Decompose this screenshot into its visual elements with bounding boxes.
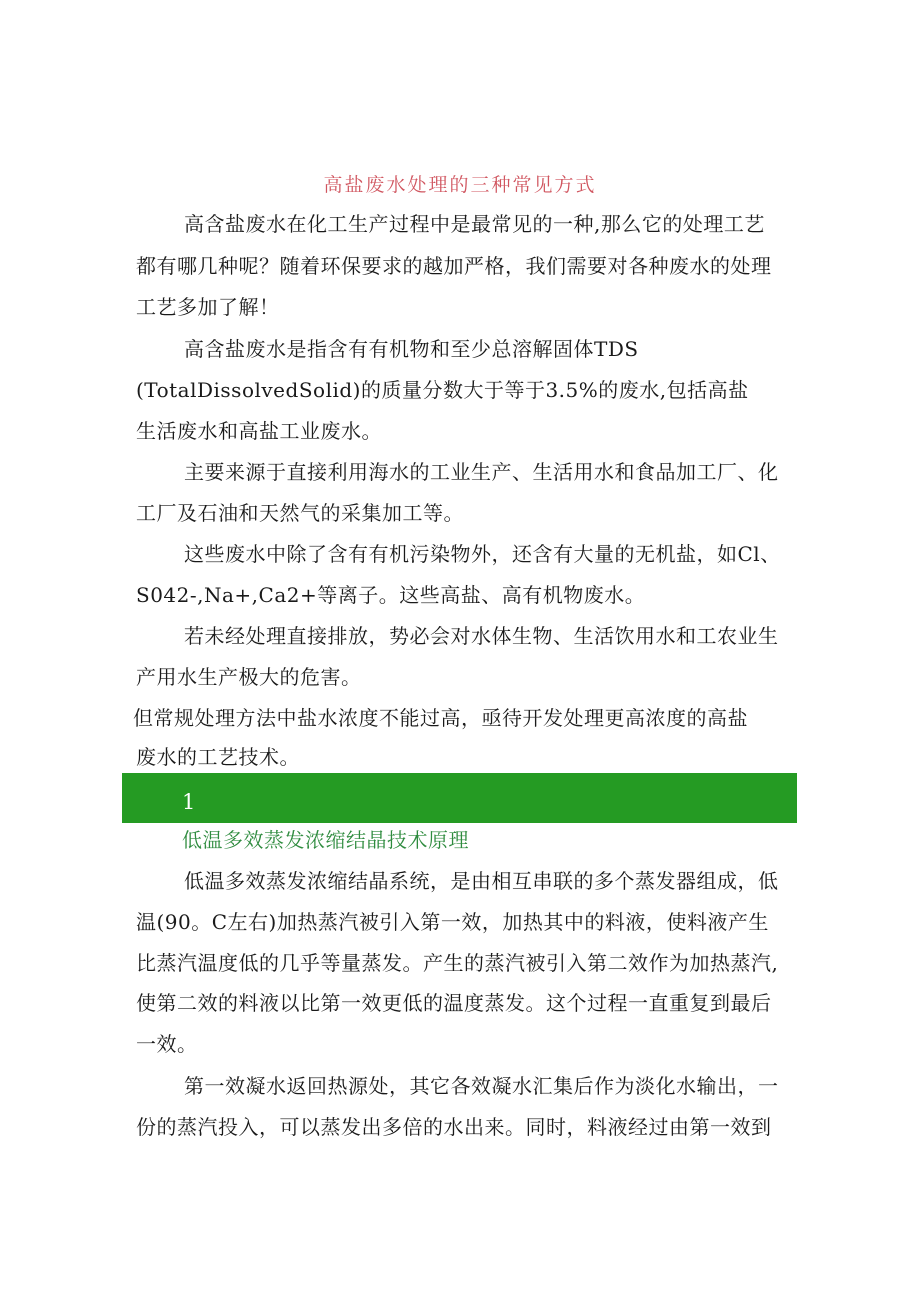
definition-line-3: 生活废水和高盐工业废水。 (136, 419, 382, 443)
principle-line-4: 使第二效的料液以比第一效更低的温度蒸发。这个过程一直重复到最后 (136, 991, 772, 1015)
source-line-2: 工厂及石油和天然气的采集加工等。 (136, 501, 464, 525)
intro-line-2: 都有哪几种呢？随着环保要求的越加严格，我们需要对各种废水的处理 (136, 254, 772, 278)
principle-line-5: 一效。 (136, 1032, 198, 1056)
harm-line-2: 产用水生产极大的危害。 (136, 665, 362, 689)
definition-line-2: (TotalDissolvedSolid)的质量分数大于等于3.5%的废水,包括高盐 (136, 378, 749, 402)
section-banner (122, 773, 797, 823)
principle-line-1: 低温多效蒸发浓缩结晶系统，是由相互串联的多个蒸发器组成，低 (184, 869, 779, 893)
definition-line-1: 高含盐废水是指含有有机物和至少总溶解固体TDS (184, 337, 639, 361)
condensate-line-1: 第一效凝水返回热源处，其它各效凝水汇集后作为淡化水输出，一 (184, 1074, 779, 1098)
conventional-line-2: 废水的工艺技术。 (136, 745, 300, 769)
harm-line-1: 若未经处理直接排放，势必会对水体生物、生活饮用水和工农业生 (184, 624, 779, 648)
intro-line-3: 工艺多加了解！ (136, 295, 280, 319)
salts-line-2: S042-,Na+,Ca2+等离子。这些高盐、高有机物废水。 (136, 583, 646, 607)
condensate-line-2: 份的蒸汽投入，可以蒸发出多倍的水出来。同时，料液经过由第一效到 (136, 1115, 772, 1139)
conventional-line-1: 但常规处理方法中盐水浓度不能过高，亟待开发处理更高浓度的高盐 (133, 706, 748, 730)
principle-line-3: 比蒸汽温度低的几乎等量蒸发。产生的蒸汽被引入第二效作为加热蒸汽, (136, 951, 779, 975)
document-title: 高盐废水处理的三种常见方式 (323, 174, 597, 196)
source-line-1: 主要来源于直接利用海水的工业生产、生活用水和食品加工厂、化 (184, 460, 779, 484)
intro-line-1: 高含盐废水在化工生产过程中是最常见的一种,那么它的处理工艺 (184, 212, 765, 236)
section-number: 1 (182, 790, 196, 814)
salts-line-1: 这些废水中除了含有有机污染物外，还含有大量的无机盐，如Cl、 (184, 542, 781, 566)
principle-line-2: 温(90。C左右)加热蒸汽被引入第一效，加热其中的料液，使料液产生 (136, 910, 769, 934)
section-heading: 低温多效蒸发浓缩结晶技术原理 (182, 828, 469, 852)
